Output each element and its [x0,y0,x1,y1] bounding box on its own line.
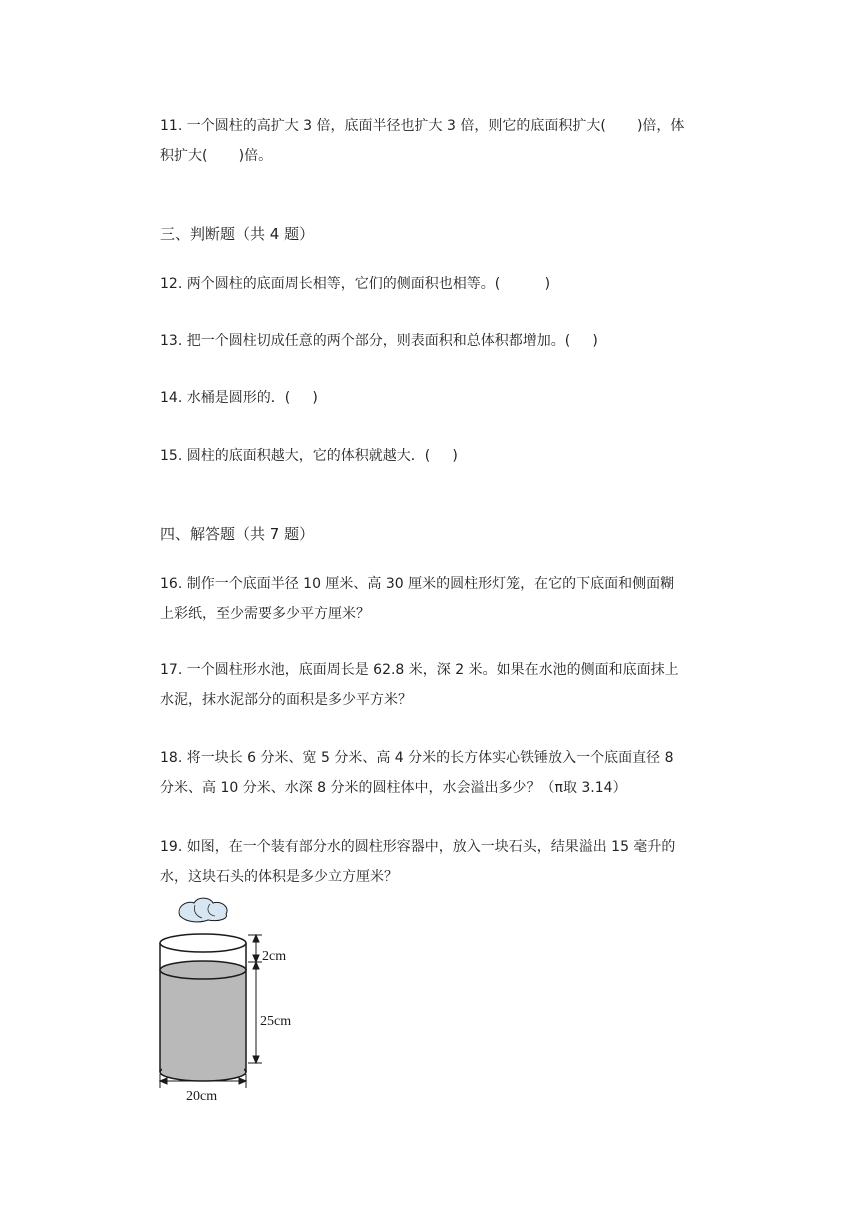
label-top-gap: 2cm [262,949,287,964]
section-4-heading: 四、解答题（共 7 题） [160,525,315,543]
q13: 13. 把一个圆柱切成任意的两个部分，则表面积和总体积都增加。( ) [160,333,598,349]
cylinder-figure [150,892,310,1104]
q11-line1: 11. 一个圆柱的高扩大 3 倍，底面半径也扩大 3 倍，则它的底面积扩大( )倍，体 [160,118,685,134]
section-3-heading: 三、判断题（共 4 题） [160,225,315,243]
q16-line1: 16. 制作一个底面半径 10 厘米、高 30 厘米的圆柱形灯笼，在它的下底面和侧面糊 [160,576,675,592]
q12: 12. 两个圆柱的底面周长相等，它们的侧面积也相等。( ) [160,276,551,292]
stone-icon [179,898,227,922]
label-water-height: 25cm [260,1014,292,1029]
q11-line2: 积扩大( )倍。 [160,148,273,164]
q18-line1: 18. 将一块长 6 分米、宽 5 分米、高 4 分米的长方体实心铁锤放入一个底面直径 8 [160,750,674,766]
water-surface [160,961,246,979]
label-diameter: 20cm [186,1089,218,1104]
q17-line1: 17. 一个圆柱形水池，底面周长是 62.8 米，深 2 米。如果在水池的侧面和底面抹上 [160,662,679,678]
q15: 15. 圆柱的底面积越大，它的体积就越大．( ) [160,448,458,464]
q18-line2: 分米、高 10 分米、水深 8 分米的圆柱体中，水会溢出多少？（π取 3.14） [160,780,627,796]
q19-line2: 水，这块石头的体积是多少立方厘米？ [160,869,398,885]
q17-line2: 水泥，抹水泥部分的面积是多少平方米？ [160,692,412,708]
cylinder-container [160,934,246,1081]
q19-line1: 19. 如图，在一个装有部分水的圆柱形容器中，放入一块石头，结果溢出 15 毫升的 [160,839,676,855]
cylinder-top-rim [160,934,246,952]
q16-line2: 上彩纸，至少需要多少平方厘米？ [160,606,370,622]
q14: 14. 水桶是圆形的．( ) [160,390,318,406]
